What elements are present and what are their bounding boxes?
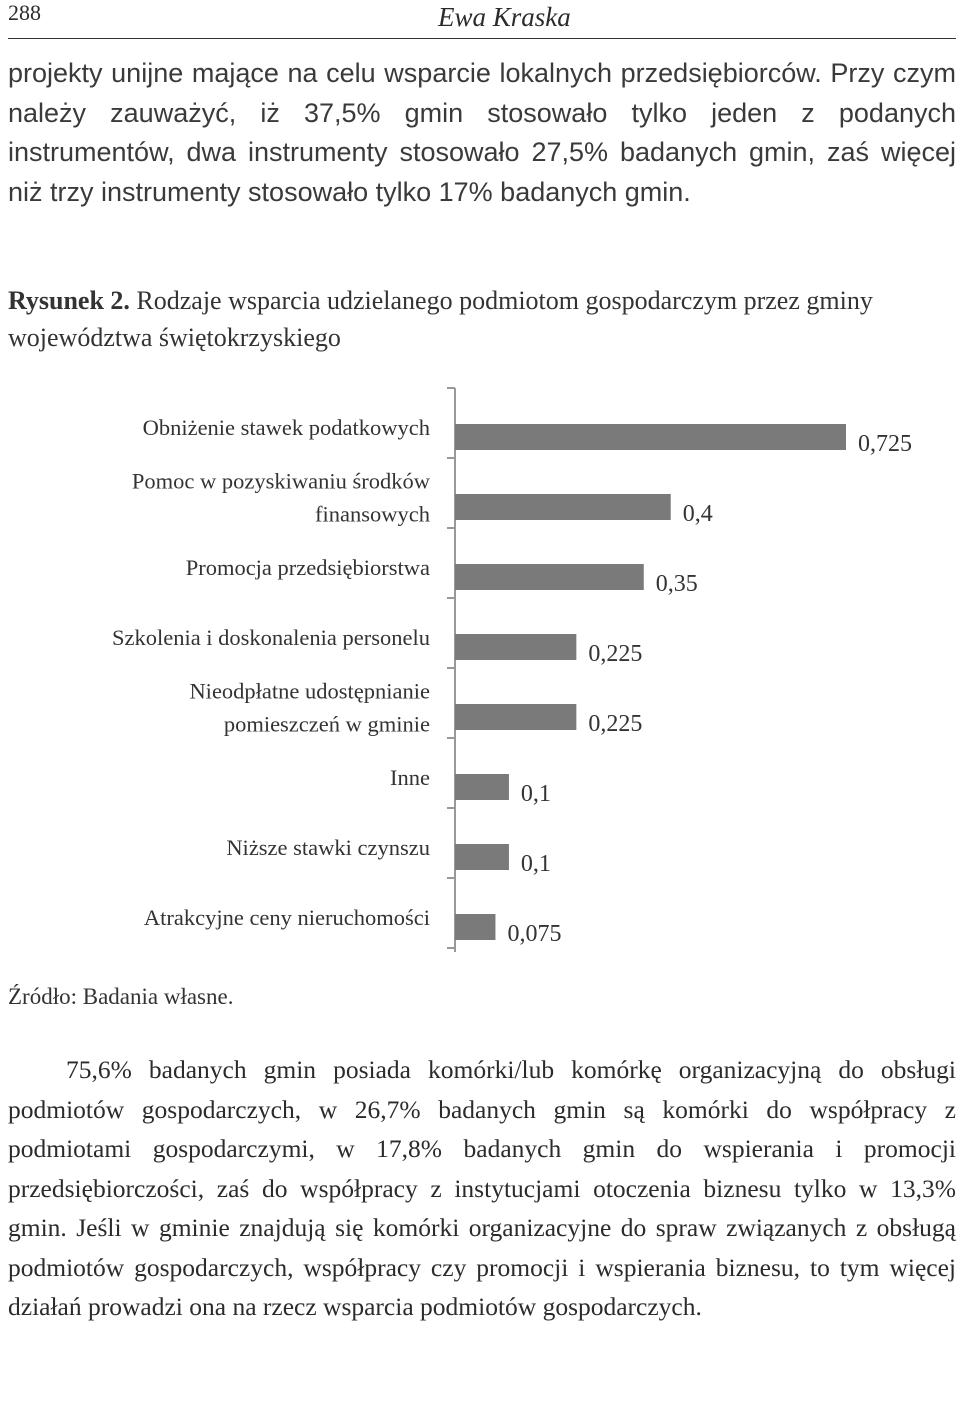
bar (455, 774, 509, 800)
data-label: 0,35 (655, 571, 698, 597)
bar (455, 704, 576, 730)
category-label: Szkolenia i doskonalenia personelu (111, 625, 430, 650)
data-label: 0,725 (858, 431, 912, 457)
category-label: Pomoc w pozyskiwaniu środków (131, 468, 430, 494)
figure-source: Źródło: Badania własne. (8, 984, 234, 1009)
category-label: Promocja przedsiębiorstwa (185, 555, 430, 580)
running-header (8, 0, 956, 39)
page-number: 288 (8, 0, 41, 25)
category-label: Nieodpłatne udostępnianie (189, 678, 430, 704)
bar-chart (0, 380, 960, 980)
category-label: pomieszczeń w gminie (223, 711, 430, 737)
bar (455, 914, 495, 940)
bar (455, 564, 644, 590)
figure-label: Rysunek 2. (8, 286, 130, 315)
running-head-author: Ewa Kraska (438, 2, 571, 32)
data-label: 0,1 (520, 781, 551, 807)
paragraph-intro: projekty unijne mające na celu wsparcie lokalnych przedsiębiorców. Przy czym należy zauważyć, iż 37,5% gmin stosowało tylko jeden z podanych instrumentów, dwa instrumenty stosowało 27,5% badanych gmin, zaś więcej niż trzy instrumenty stosowało tylko 17% badanych gmin. (8, 58, 956, 207)
data-label: 0,1 (520, 851, 551, 877)
figure-caption (8, 282, 956, 356)
data-label: 0,225 (588, 711, 643, 737)
category-label: Inne (390, 765, 430, 790)
data-label: 0,075 (507, 921, 562, 947)
bar (455, 634, 576, 660)
figure-title: Rodzaje wsparcia udzielanego podmiotom gospodarczym przez gminy województwa świętokrzyskiego (8, 286, 873, 352)
category-label: Atrakcyjne ceny nieruchomości (143, 905, 430, 930)
data-label: 0,225 (588, 641, 643, 667)
paragraph-main: 75,6% badanych gmin posiada komórki/lub komórkę organizacyjną do obsługi podmiotów gospodarczych, w 26,7% badanych gmin są komórki do współpracy z podmiotami gospodarczymi, w 17,8% badanych gmin do wspierania i promocji przedsiębiorczości, zaś do współpracy z instytucjami otoczenia biznesu tylko w 13,3% gmin. Jeśli w gminie znajdują się komórki organizacyjne do spraw związanych z obsługą podmiotów gospodarczych, współpracy czy promocji i wspierania biznesu, to tym więcej działań prowadzi ona na rzecz wsparcia podmiotów gospodarczych. (8, 1055, 956, 1321)
data-label: 0,4 (682, 501, 713, 527)
bar (455, 844, 509, 870)
bar (455, 424, 846, 450)
category-label: finansowych (315, 501, 430, 527)
bar (455, 494, 671, 520)
category-label: Obniżenie stawek podatkowych (142, 415, 430, 440)
category-label: Niższe stawki czynszu (226, 835, 430, 860)
